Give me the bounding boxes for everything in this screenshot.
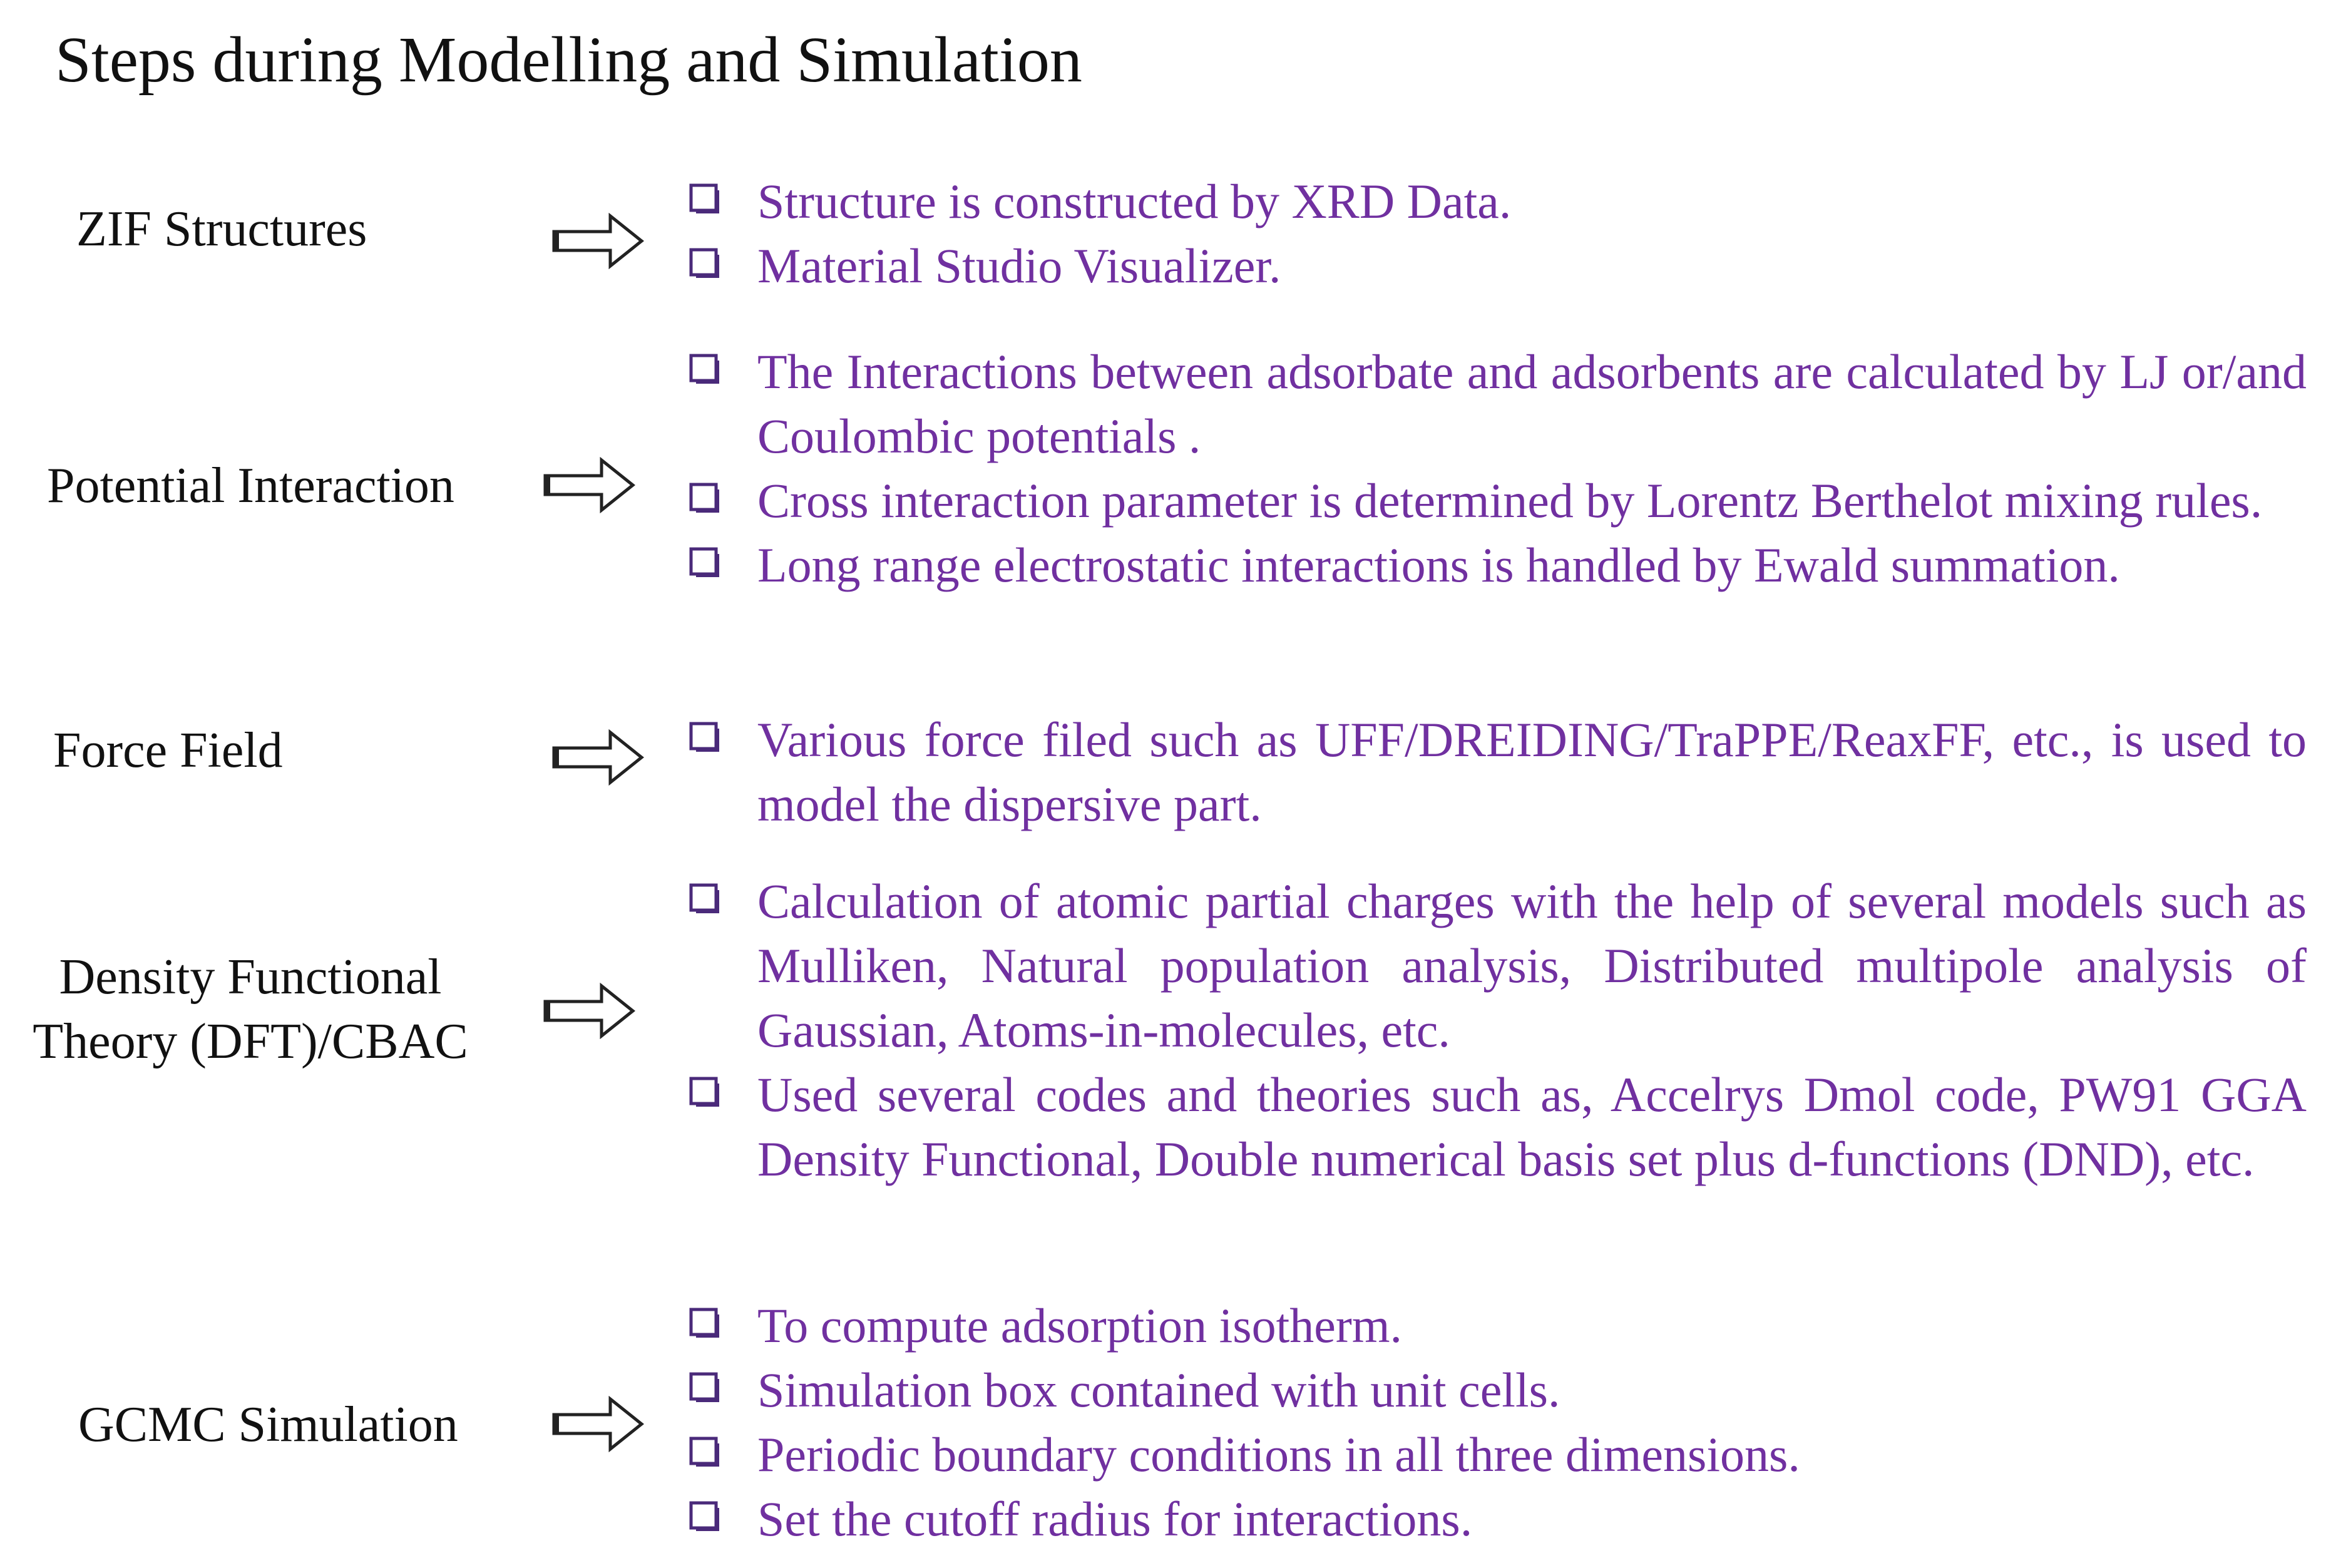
step-label-force-field xyxy=(53,719,283,783)
step-bullets-potential-interaction xyxy=(689,339,2307,597)
list-item xyxy=(689,1062,2307,1191)
step-label-line: GCMC Simulation xyxy=(78,1397,458,1452)
bullet-text: The Interactions between adsorbate and adsorbents are calculated by LJ or/and Coulombic potentials . xyxy=(757,344,2307,463)
step-label-line: Force Field xyxy=(53,723,283,778)
bullet-text: To compute adsorption isotherm. xyxy=(757,1298,1403,1353)
step-label-gcmc-simulation xyxy=(78,1393,458,1457)
checkbox-icon xyxy=(689,1500,720,1532)
hollow-right-arrow-icon xyxy=(551,1396,645,1452)
step-label-dft-cbac xyxy=(25,945,476,1074)
step-label-line: Theory (DFT)/CBAC xyxy=(33,1014,468,1069)
bullet-text: Various force filed such as UFF/DREIDING/TraPPE/ReaxFF, etc., is used to model the dispersive part. xyxy=(757,712,2307,831)
list-item xyxy=(689,869,2307,1062)
checkbox-icon xyxy=(689,1307,720,1338)
hollow-right-arrow-icon xyxy=(542,457,636,513)
bullet-text: Used several codes and theories such as, Accelrys Dmol code, PW91 GGA Density Functional, Double numerical basis set plus d-functions (DND), etc. xyxy=(757,1067,2307,1186)
bullet-text: Long range electrostatic interactions is handled by Ewald summation. xyxy=(757,538,2120,592)
step-label-line: Potential Interaction xyxy=(47,458,454,513)
list-item xyxy=(689,339,2307,468)
list-item xyxy=(689,169,2307,233)
checkbox-icon xyxy=(689,883,720,914)
step-bullets-force-field xyxy=(689,707,2307,836)
list-item xyxy=(689,1487,2307,1551)
checkbox-icon xyxy=(689,183,720,214)
step-label-zif-structures xyxy=(76,197,367,262)
checkbox-icon xyxy=(689,1436,720,1467)
checkbox-icon xyxy=(689,353,720,384)
bullet-text: Structure is constructed by XRD Data. xyxy=(757,174,1512,228)
list-item xyxy=(689,468,2307,533)
step-bullets-gcmc-simulation xyxy=(689,1293,2307,1551)
bullet-text: Simulation box contained with unit cells. xyxy=(757,1363,1560,1417)
bullet-text: Material Studio Visualizer. xyxy=(757,238,1281,293)
checkbox-icon xyxy=(689,247,720,279)
list-item xyxy=(689,533,2307,597)
step-bullets-dft-cbac xyxy=(689,869,2307,1191)
step-bullets-zif-structures xyxy=(689,169,2307,298)
list-item xyxy=(689,1422,2307,1487)
list-item xyxy=(689,1358,2307,1422)
bullet-text: Calculation of atomic partial charges with the help of several models such as Mulliken, Natural population analysis, Distributed multipole analysis of Gaussian, Atoms-in-molecules, etc. xyxy=(757,874,2307,1057)
checkbox-icon xyxy=(689,1076,720,1107)
checkbox-icon xyxy=(689,482,720,513)
list-item xyxy=(689,1293,2307,1358)
step-label-line: Density Functional xyxy=(59,950,442,1005)
page-title: Steps during Modelling and Simulation xyxy=(55,24,1082,96)
step-label-potential-interaction xyxy=(47,454,454,518)
hollow-right-arrow-icon xyxy=(551,729,645,786)
hollow-right-arrow-icon xyxy=(551,213,645,269)
list-item xyxy=(689,707,2307,836)
bullet-text: Cross interaction parameter is determined by Lorentz Berthelot mixing rules. xyxy=(757,473,2263,528)
bullet-text: Set the cutoff radius for interactions. xyxy=(757,1492,1473,1546)
list-item xyxy=(689,233,2307,298)
step-label-line: ZIF Structures xyxy=(76,202,367,257)
checkbox-icon xyxy=(689,721,720,752)
hollow-right-arrow-icon xyxy=(542,983,636,1039)
checkbox-icon xyxy=(689,546,720,578)
bullet-text: Periodic boundary conditions in all three dimensions. xyxy=(757,1427,1800,1482)
checkbox-icon xyxy=(689,1371,720,1403)
